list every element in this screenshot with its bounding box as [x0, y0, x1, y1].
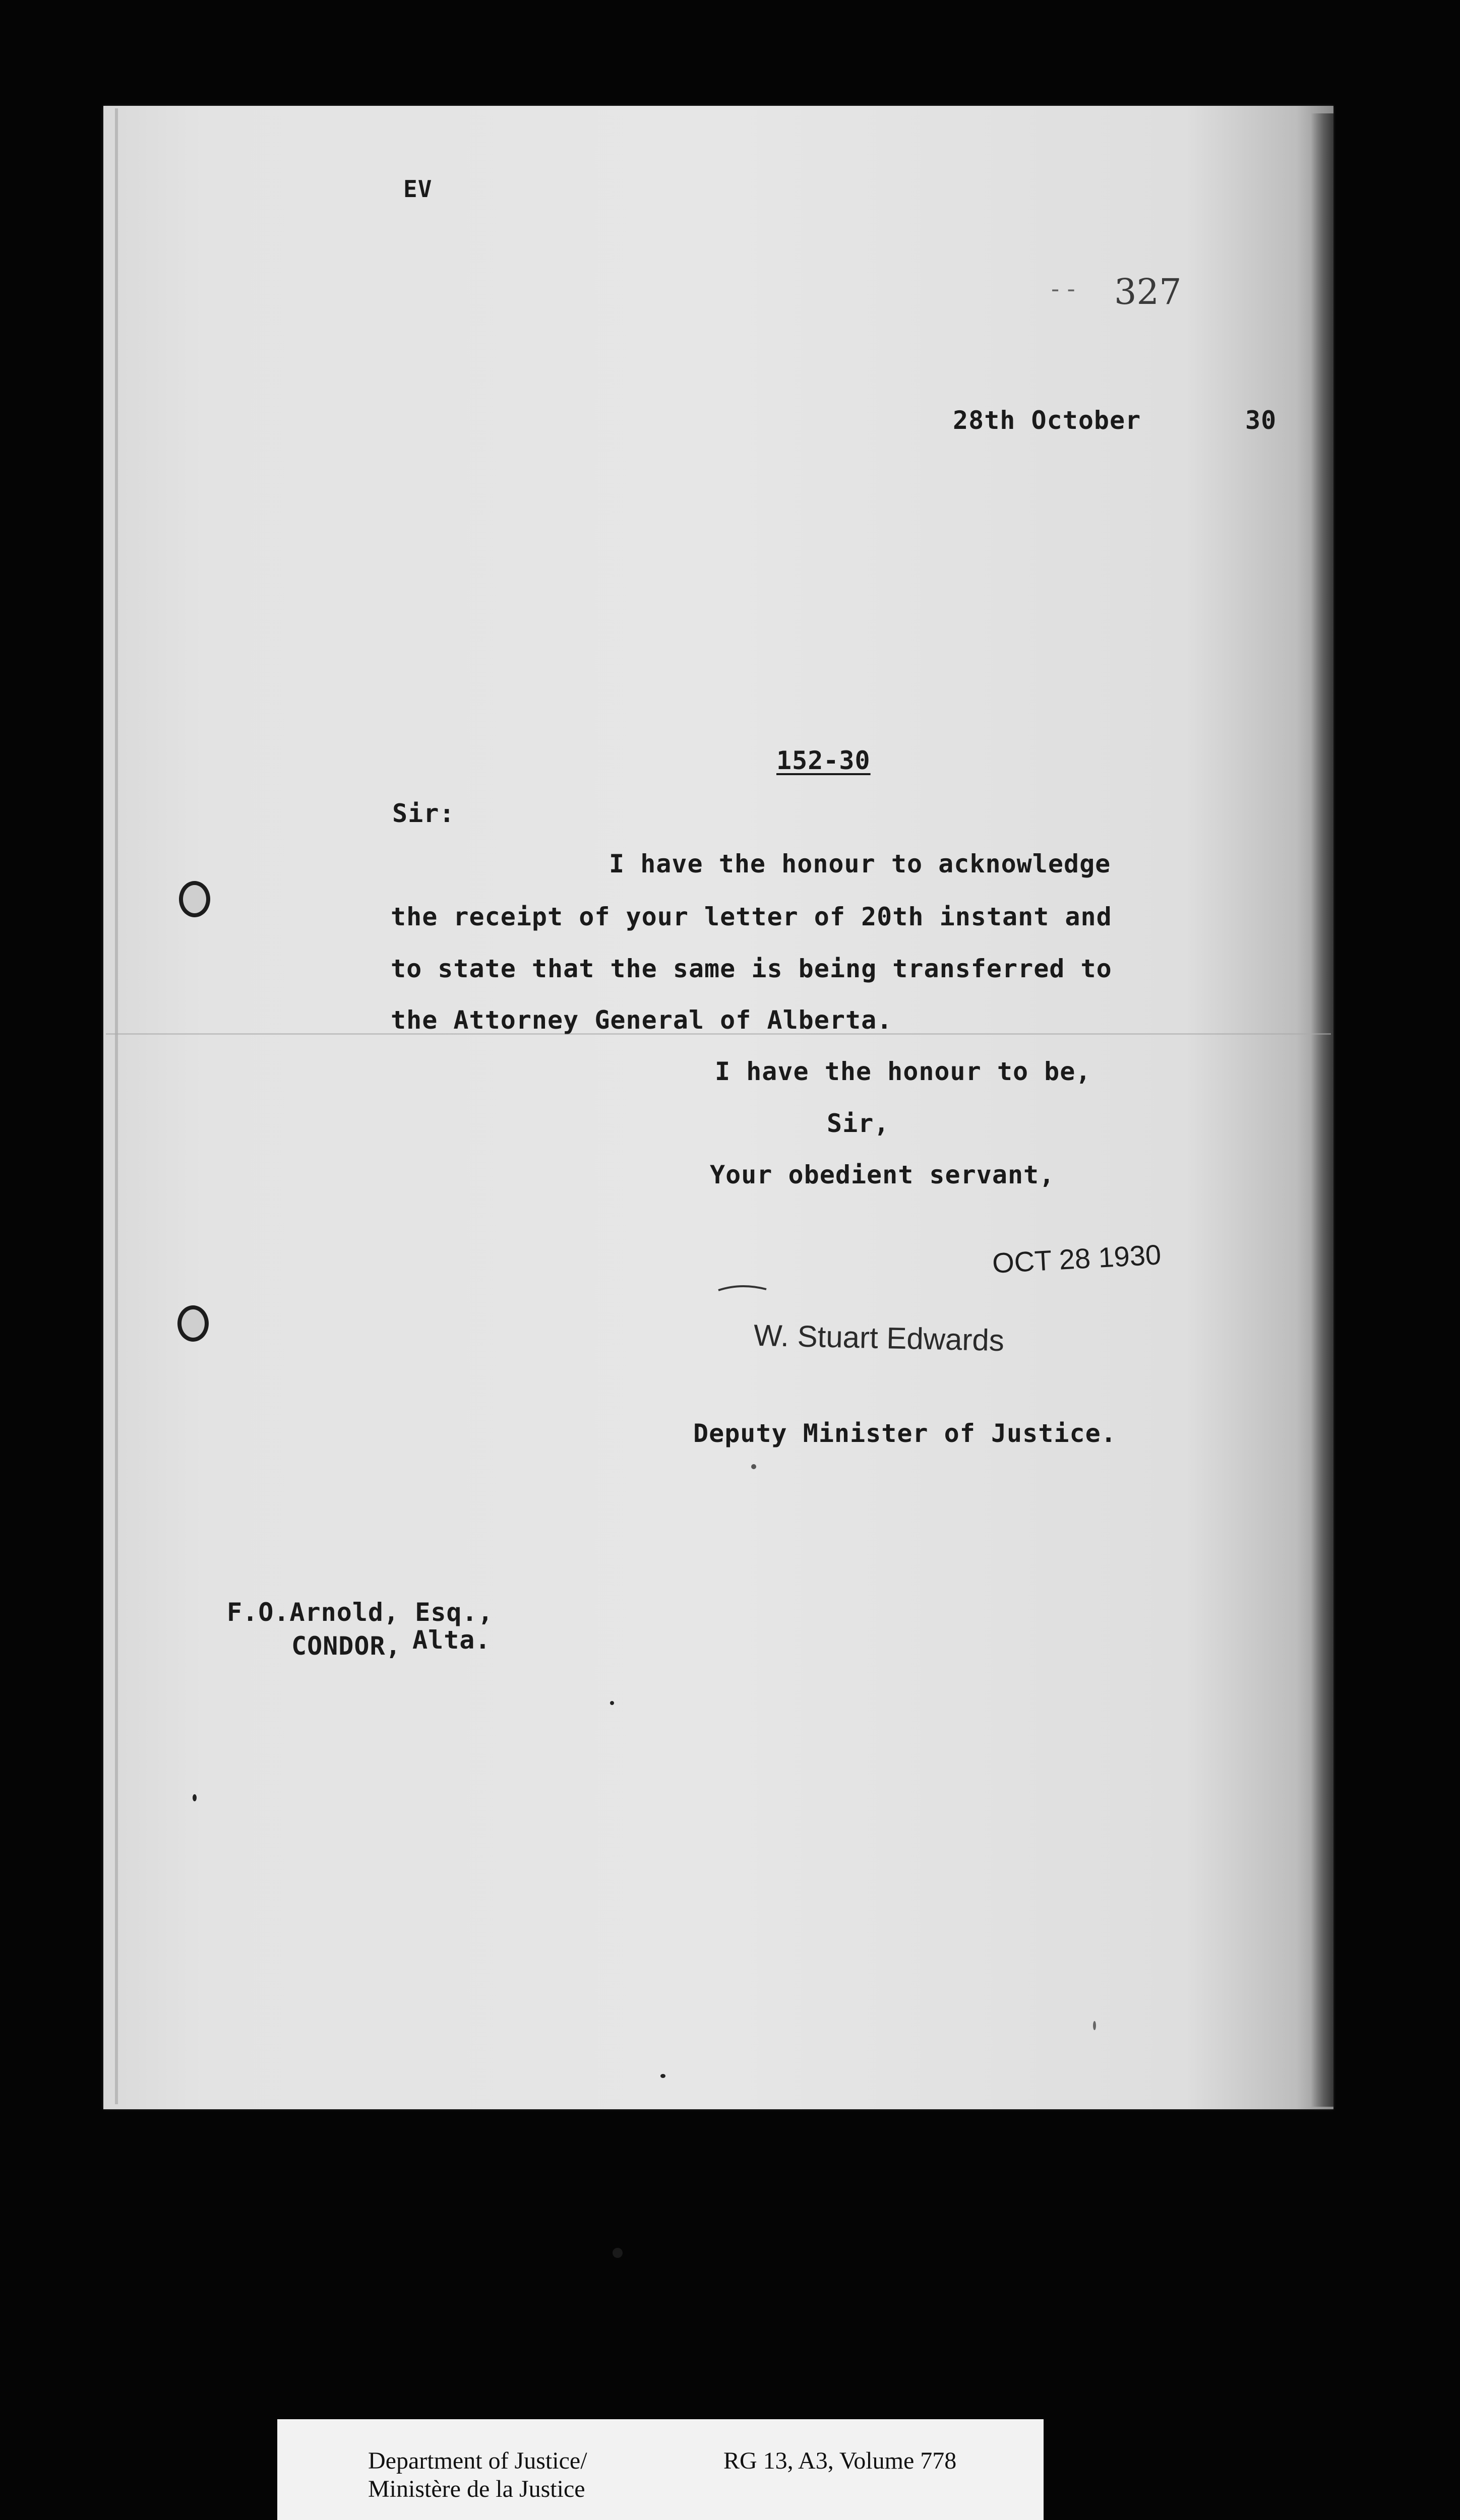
- ink-speck: [751, 1464, 756, 1469]
- ink-speck: [660, 2074, 665, 2078]
- typist-initials: EV: [403, 175, 433, 203]
- file-reference: 152-30: [776, 746, 871, 775]
- archive-reference: RG 13, A3, Volume 778: [723, 2447, 957, 2474]
- closing-line-3: Your obedient servant,: [710, 1160, 1055, 1189]
- department-english: Department of Justice/: [368, 2447, 587, 2474]
- signer-title: Deputy Minister of Justice.: [693, 1419, 1117, 1448]
- department-french: Ministère de la Justice: [368, 2476, 585, 2502]
- body-line-3: to state that the same is being transferred to: [391, 954, 1112, 983]
- body-line-1: I have the honour to acknowledge: [609, 849, 1111, 878]
- signature-mark: [716, 1280, 771, 1295]
- punch-hole-top: [179, 881, 210, 917]
- addressee-name: F.O.Arnold, Esq.,: [227, 1598, 494, 1627]
- ink-speck: [193, 1794, 197, 1801]
- page-number-dash: - -: [1051, 275, 1075, 303]
- punch-hole-bottom: [177, 1305, 209, 1342]
- signature: W. Stuart Edwards: [753, 1318, 1005, 1358]
- archive-label-department: [277, 2419, 1044, 2520]
- paper-right-shadow: [1311, 113, 1333, 2107]
- body-line-2: the receipt of your letter of 20th instant and: [391, 902, 1112, 931]
- salutation: Sir:: [392, 799, 455, 828]
- paper-left-edge: [115, 108, 118, 2104]
- ink-speck: [613, 2248, 623, 2258]
- ink-speck: [1093, 2021, 1096, 2030]
- page-number: 327: [1114, 271, 1182, 312]
- received-date-stamp: OCT 28 1930: [991, 1238, 1162, 1279]
- addressee-province: Alta.: [412, 1625, 491, 1655]
- letter-date: 28th October: [953, 406, 1141, 435]
- letter-year: 30: [1245, 406, 1277, 435]
- addressee-place: CONDOR,: [291, 1631, 401, 1661]
- closing-line-2: Sir,: [827, 1109, 890, 1138]
- closing-line-1: I have the honour to be,: [715, 1057, 1091, 1086]
- body-line-4: the Attorney General of Alberta.: [391, 1005, 893, 1035]
- letter-page: [103, 106, 1333, 2109]
- ink-speck: [610, 1701, 614, 1705]
